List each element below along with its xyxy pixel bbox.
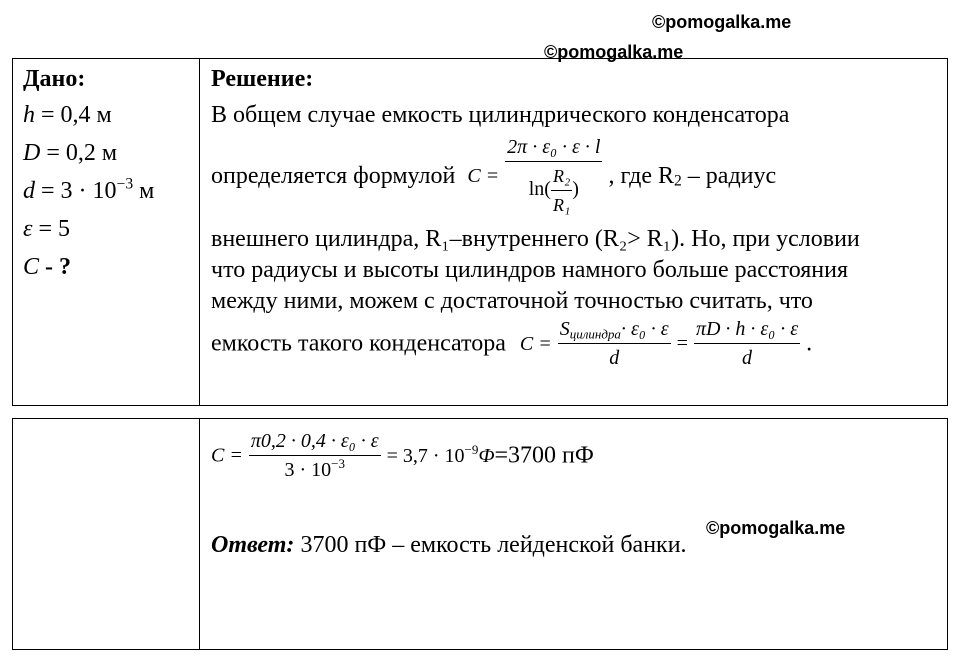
given-solution-table (12, 58, 948, 406)
column-divider (199, 59, 200, 405)
watermark: ©pomogalka.me (544, 42, 684, 62)
given-unknown: C - ? (23, 254, 72, 280)
solution-line: В общем случае емкость цилиндрического конденсатора (211, 102, 790, 128)
watermark: ©pomogalka.me (706, 518, 846, 538)
given-height: h = 0,4 м (23, 102, 112, 128)
capacitance-formula-expanded: $\frac{\text{πD · h · ε₀ · ε}}{d}$ (694, 315, 800, 372)
solution-title: Решение: (211, 66, 314, 92)
solution-formula-line: определяется формулой C = 2π · ε₀ · ε · l ln( $\frac{\text{R₂}}{\text{R₁}}$ ) , где $R_2$ – радиус (211, 133, 776, 223)
calculation-line: C = $\frac{\text{π0,2 · 0,4 · ε₀ · ε}}{3 \cdot 10^{-3}}$ = $3,7 \cdot 10^{-9}Ф=3700$ пФ (211, 427, 594, 483)
capacitance-formula-general: 2π · ε₀ · ε · l ln( $\frac{\text{R₂}}{\text{R₁}}$ ) (505, 133, 602, 219)
solution-line: между ними, можем с достаточной точностью считать, что (211, 288, 813, 314)
column-divider (199, 419, 200, 649)
given-diameter: D = 0,2 м (23, 140, 118, 166)
capacitance-formula-plane: $\frac{S_{цилиндра}\cdot \varepsilon_0 \cdot \varepsilon}{d}$ (558, 315, 671, 372)
answer-line: Ответ: 3700 пФ – емкость лейденской банки. (211, 532, 687, 558)
given-permittivity: ε = 5 (23, 216, 71, 242)
watermark: ©pomogalka.me (652, 12, 792, 32)
calculation-fraction: $\frac{\text{π0,2 · 0,4 · ε₀ · ε}}{3 \cdot 10^{-3}}$ (249, 427, 381, 484)
solution-formula-line: емкость такого конденсатора C = $\frac{S_{цилиндра}\cdot \varepsilon_0 \cdot \varepsilon}{d}$ = $\frac{\text{πD · h · ε₀ · ε}}{d}$ . (211, 315, 812, 375)
solution-line: что радиусы и высоты цилиндров намного больше расстояния (211, 257, 849, 283)
given-title: Дано: (23, 66, 86, 92)
solution-line: внешнего цилиндра, R₁–внутреннего (R₂> R₁). Но, при условии (211, 226, 860, 252)
given-distance: $d = 3 \cdot 10^{-3}$ м (23, 175, 155, 204)
